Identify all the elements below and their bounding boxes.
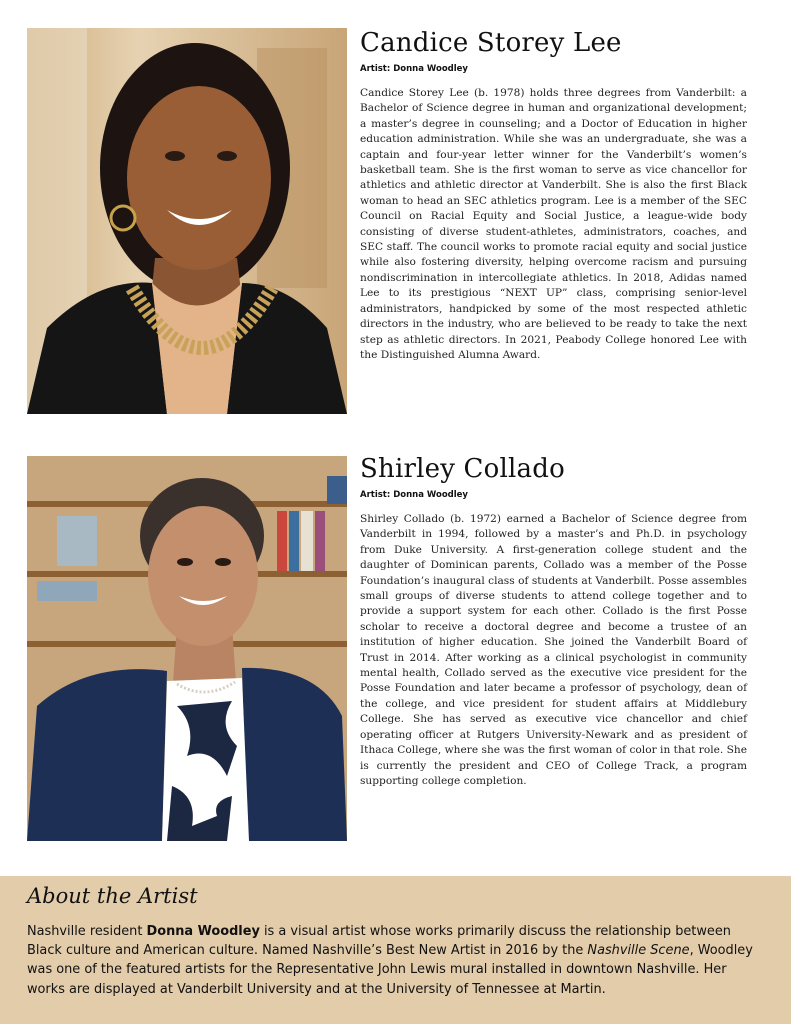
about-text-part: is a visual artist whose works primarily discuss the relationship between Black culture and American culture. Named Nashville’s Best New Artist in 2016 by the — [27, 924, 731, 959]
profile-candice-storey-lee — [360, 28, 747, 363]
profile-bio: Candice Storey Lee (b. 1978) holds three degrees from Vanderbilt: a Bachelor of Science degree in human and organizational development; a master’s degree in counseling; and a Doctor of Education in higher education administration. While she was an undergraduate, she was a captain and four-year letter winner for the Vanderbilt’s women’s basketball team. She is the first woman to serve as vice chancellor for athletics and athletic director at Vanderbilt. She is also the first Black woman to head an SEC athletics program. Lee is a member of the SEC Council on Racial Equity and Social Justice, a league-wide body consisting of diverse student-athletes, administrators, coaches, and SEC staff. The council works to promote racial equity and social justice while also fostering diversity, helping overcome racism and pursuing nondiscrimination in intercollegiate athletics. In 2018, Adidas named Lee to its prestigious “NEXT UP” class, comprising senior-level administrators, handpicked by some of the most respected athletic directors in the industry, who are believed to be ready to take the next step as athletic directors. In 2021, Peabody College honored Lee with the Distinguished Alumna Award. — [360, 87, 747, 361]
publication-name: Nashville Scene — [587, 943, 690, 959]
about-text-part: Nashville resident — [27, 924, 147, 939]
about-text-part: , Woodley was one of the featured artists for the Representative John Lewis mural installed in downtown Nashville. Her works are displayed at Vanderbilt University and at the University of Tennessee at Martin. — [27, 943, 753, 997]
about-heading: About the Artist — [27, 884, 198, 908]
profile-name: Candice Storey Lee — [360, 28, 622, 58]
artist-credit: Artist: Donna Woodley — [360, 64, 468, 74]
about-the-artist-section — [0, 876, 791, 1024]
profile-name: Shirley Collado — [360, 454, 565, 484]
profile-bio: Shirley Collado (b. 1972) earned a Bachelor of Science degree from Vanderbilt in 1994, followed by a master’s and Ph.D. in psychology from Duke University. A first-generation college student and the daughter of Dominican parents, Collado was a member of the Posse Foundation’s inaugural class of students at Vanderbilt. Posse assembles small groups of diverse students to attend college together and to provide a support system for each other. Collado is the first Posse scholar to receive a doctoral degree and become a trustee of an institution of higher education. She joined the Vanderbilt Board of Trust in 2014. After working as a clinical psychologist in community mental health, Collado served as the executive vice president for the Posse Foundation and later became a professor of psychology, dean of the college, and vice president for student affairs at Middlebury College. She has served as executive vice chancellor and chief operating officer at Rutgers University-Newark and as president of Ithaca College, where she was the first woman of color in that role. She is currently the president and CEO of College Track, a program supporting college completion. — [360, 513, 747, 787]
artist-name: Donna Woodley — [146, 924, 260, 939]
profile-shirley-collado — [360, 454, 747, 789]
portrait-shirley-collado — [27, 456, 347, 841]
artist-credit: Artist: Donna Woodley — [360, 490, 468, 500]
portrait-candice-storey-lee — [27, 28, 347, 414]
about-text — [27, 922, 767, 999]
